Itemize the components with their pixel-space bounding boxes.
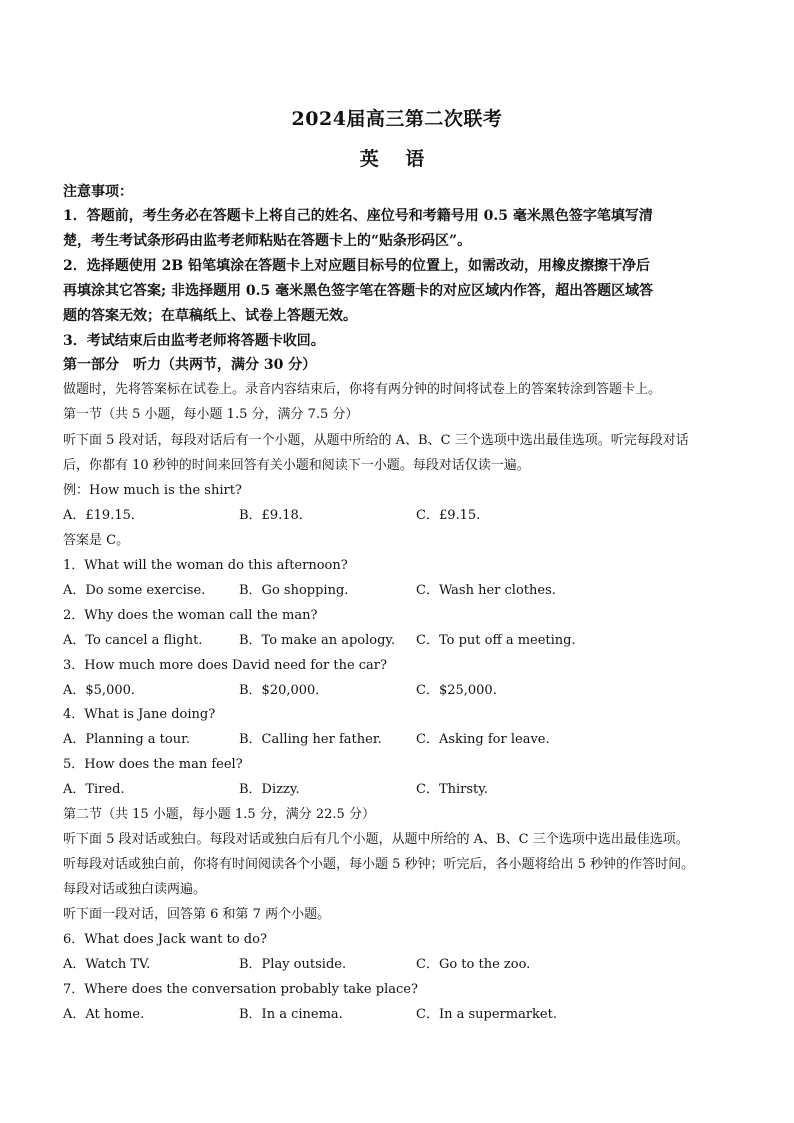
q4-option-a: A．Planning a tour. [63, 732, 190, 747]
notice-item-2-line-2: 再填涂其它答案; 非选择题用 0.5 毫米黑色签字笔在答题卡的对应区域内作答，超出答题区域答 [63, 283, 654, 299]
section2-instruction-line-3: 每段对话或独白读两遍。 [63, 882, 207, 897]
q4-option-b: B．Calling her father. [239, 732, 382, 747]
example-question: 例：How much is the shirt? [63, 483, 242, 498]
q1-option-a: A．Do some exercise. [63, 583, 206, 598]
question-3: 3．How much more does David need for the car? [63, 658, 387, 673]
question-2: 2．Why does the woman call the man? [63, 608, 318, 623]
example-option-b: B．£9.18． [239, 508, 312, 523]
q2-option-b: B．To make an apology. [239, 633, 396, 648]
notice-item-2-line-3: 题的答案无效；在草稿纸上、试卷上答题无效。 [63, 308, 357, 324]
part1-heading: 第一部分 听力（共两节，满分 30 分） [63, 357, 317, 373]
q6-option-b: B．Play outside. [239, 957, 347, 972]
q2-option-a: A．To cancel a flight. [63, 633, 203, 648]
q3-option-c: C．$25,000. [416, 683, 497, 698]
q6-option-c: C．Go to the zoo. [416, 957, 531, 972]
exam-subject: 英 语 [359, 148, 435, 170]
q6-option-a: A．Watch TV. [63, 957, 151, 972]
section2-instruction-line-2: 听每段对话或独白前，你将有时间阅读各个小题，每小题 5 秒钟；听完后，各小题将给出 5 秒钟的作答时间。 [63, 857, 695, 872]
notice-item-1-line-1: 1．答题前，考生务必在答题卡上将自己的姓名、座位号和考籍号用 0.5 毫米黑色签字笔填写清 [63, 208, 653, 224]
section1-instruction-line-2: 后，你都有 10 秒钟的时间来回答有关小题和阅读下一小题。每段对话仅读一遍。 [63, 458, 530, 473]
q7-option-a: A．At home. [63, 1007, 145, 1022]
q3-option-b: B．$20,000． [239, 683, 329, 698]
section2-heading: 第二节（共 15 小题，每小题 1.5 分，满分 22.5 分） [63, 807, 375, 822]
q7-option-b: B．In a cinema. [239, 1007, 343, 1022]
example-option-c: C．£9.15. [416, 508, 481, 523]
notice-item-3: 3．考试结束后由监考老师将答题卡收回。 [63, 333, 325, 349]
q7-option-c: C．In a supermarket. [416, 1007, 557, 1022]
notice-item-1-line-2: 楚，考生考试条形码由监考老师粘贴在答题卡上的“贴条形码区”。 [63, 233, 472, 249]
part1-instruction: 做题时，先将答案标在试卷上。录音内容结束后，你将有两分钟的时间将试卷上的答案转涂到答题卡上。 [63, 382, 662, 397]
question-6: 6．What does Jack want to do? [63, 932, 267, 947]
q3-option-a: A．$5,000． [63, 683, 144, 698]
section2-instruction-line-1: 听下面 5 段对话或独白。每段对话或独白后有几个小题，从题中所给的 A、B、C 三个选项中选出最佳选项。 [63, 832, 689, 847]
section1-heading: 第一节（共 5 小题，每小题 1.5 分，满分 7.5 分） [63, 407, 359, 422]
notice-heading: 注意事项： [63, 184, 133, 200]
question-1: 1．What will the woman do this afternoon? [63, 558, 348, 573]
example-answer: 答案是 C。 [63, 533, 130, 548]
example-option-a: A．£19.15． [63, 508, 144, 523]
question-7: 7．Where does the conversation probably take place? [63, 982, 418, 997]
q5-option-c: C．Thirsty. [416, 782, 489, 797]
question-4: 4．What is Jane doing? [63, 707, 216, 722]
section2-group-intro: 听下面一段对话，回答第 6 和第 7 两个小题。 [63, 907, 331, 922]
q2-option-c: C．To put off a meeting. [416, 633, 576, 648]
q1-option-c: C．Wash her clothes. [416, 583, 556, 598]
q5-option-a: A．Tired. [63, 782, 125, 797]
section1-instruction-line-1: 听下面 5 段对话，每段对话后有一个小题，从题中所给的 A、B、C 三个选项中选出最佳选项。听完每段对话 [63, 433, 689, 448]
q1-option-b: B．Go shopping. [239, 583, 349, 598]
question-5: 5．How does the man feel? [63, 757, 243, 772]
q4-option-c: C．Asking for leave. [416, 732, 550, 747]
exam-title: 2024届高三第二次联考 [291, 108, 503, 130]
notice-item-2-line-1: 2．选择题使用 2B 铅笔填涂在答题卡上对应题目标号的位置上，如需改动，用橡皮擦擦干净后 [63, 258, 651, 274]
q5-option-b: B．Dizzy. [239, 782, 300, 797]
